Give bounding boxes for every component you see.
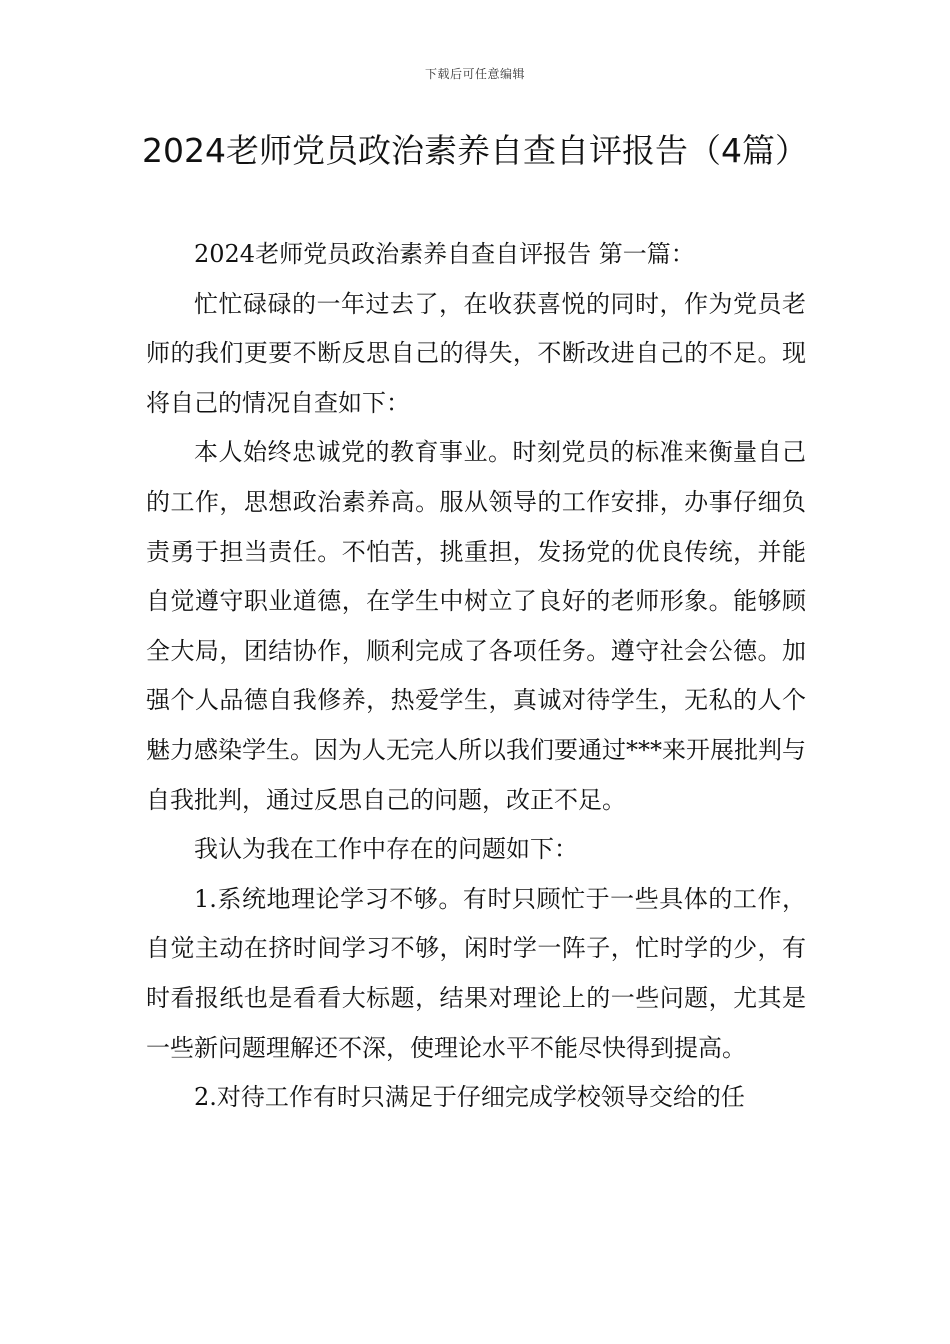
section-heading: 2024老师党员政治素养自查自评报告 第一篇： — [194, 240, 695, 268]
page-header-note: 下载后可任意编辑 — [424, 67, 525, 81]
paragraph-problems-lead: 我认为我在工作中存在的问题如下： — [194, 835, 578, 864]
document-body — [146, 230, 806, 1123]
paragraph-self-assessment: 本人始终忠诚党的教育事业。时刻党员的标准来衡量自己的工作，思想政治素养高。服从领导的工作安排，办事仔细负责勇于担当责任。不怕苦，挑重担，发扬党的优良传统，并能自觉遵守职业道德，在学生中树立了良好的老师形象。能够顾全大局，团结协作，顺利完成了各项任务。遵守社会公德。加强个人品德自我修养，热爱学生，真诚对待学生，无私的人个魅力感染学生。因为人无完人所以我们要通过***来开展批判与自我批判，通过反思自己的问题，改正不足。 — [146, 438, 806, 814]
paragraph-problem-2: 2.对待工作有时只满足于仔细完成学校领导交给的任 — [194, 1083, 745, 1112]
document-title: 2024老师党员政治素养自查自评报告（4篇） — [142, 131, 808, 170]
paragraph-problem-1: 1.系统地理论学习不够。有时只顾忙于一些具体的工作，自觉主动在挤时间学习不够，闲时学一阵子，忙时学的少，有时看报纸也是看看大标题，结果对理论上的一些问题，尤其是一些新问题理解还不深，使理论水平不能尽快得到提高。 — [146, 884, 806, 1062]
paragraph-intro: 忙忙碌碌的一年过去了，在收获喜悦的同时，作为党员老师的我们更要不断反思自己的得失，不断改进自己的不足。现将自己的情况自查如下： — [146, 289, 806, 417]
